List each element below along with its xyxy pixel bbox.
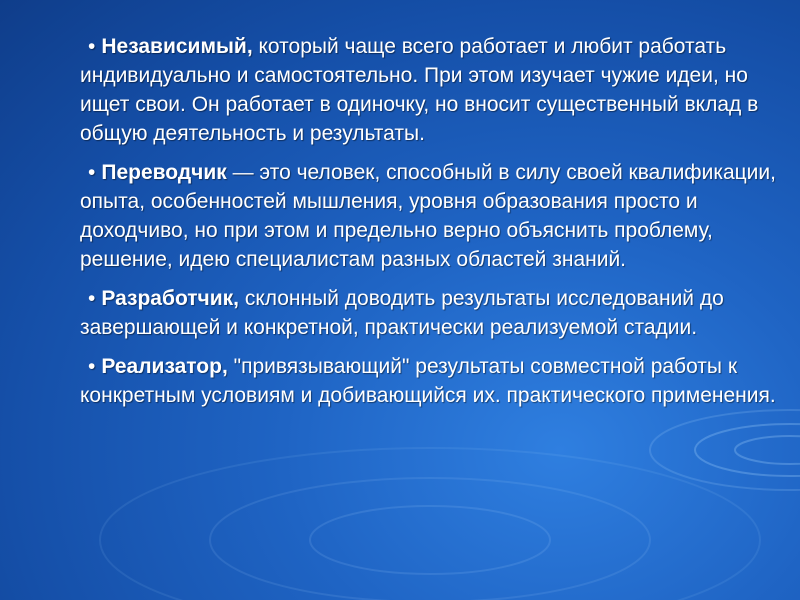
description-developer: склонный доводить результаты исследований до завершающей и конкретной, практически реализуемой стадии. [80, 287, 724, 339]
bullet-icon: • [88, 355, 96, 378]
term-independent: Независимый, [101, 35, 253, 58]
bullet-icon: • [88, 287, 96, 310]
term-translator: Переводчик [101, 161, 227, 184]
paragraph-developer [80, 284, 780, 342]
bullet-icon: • [88, 35, 96, 58]
description-implementer: "привязывающий" результаты совместной работы к конкретным условиям и добивающийся их. практического применения. [80, 355, 776, 407]
paragraph-independent [80, 32, 780, 148]
description-translator: — это человек, способный в силу своей квалификации, опыта, особенностей мышления, уровня образования просто и доходчиво, но при этом и предельно верно объяснить проблему, решение, идею специалистам разных областей знаний. [80, 161, 776, 271]
text-content [80, 32, 780, 420]
description-independent: который чаще всего работает и любит работать индивидуально и самостоятельно. При этом изучает чужие идеи, но ищет свои. Он работает в одиночку, но вносит существенный вклад в общую деятельность и результаты. [80, 35, 759, 145]
term-developer: Разработчик, [101, 287, 239, 310]
paragraph-translator [80, 158, 780, 274]
bullet-icon: • [88, 161, 96, 184]
paragraph-implementer [80, 352, 780, 410]
term-implementer: Реализатор, [101, 355, 228, 378]
